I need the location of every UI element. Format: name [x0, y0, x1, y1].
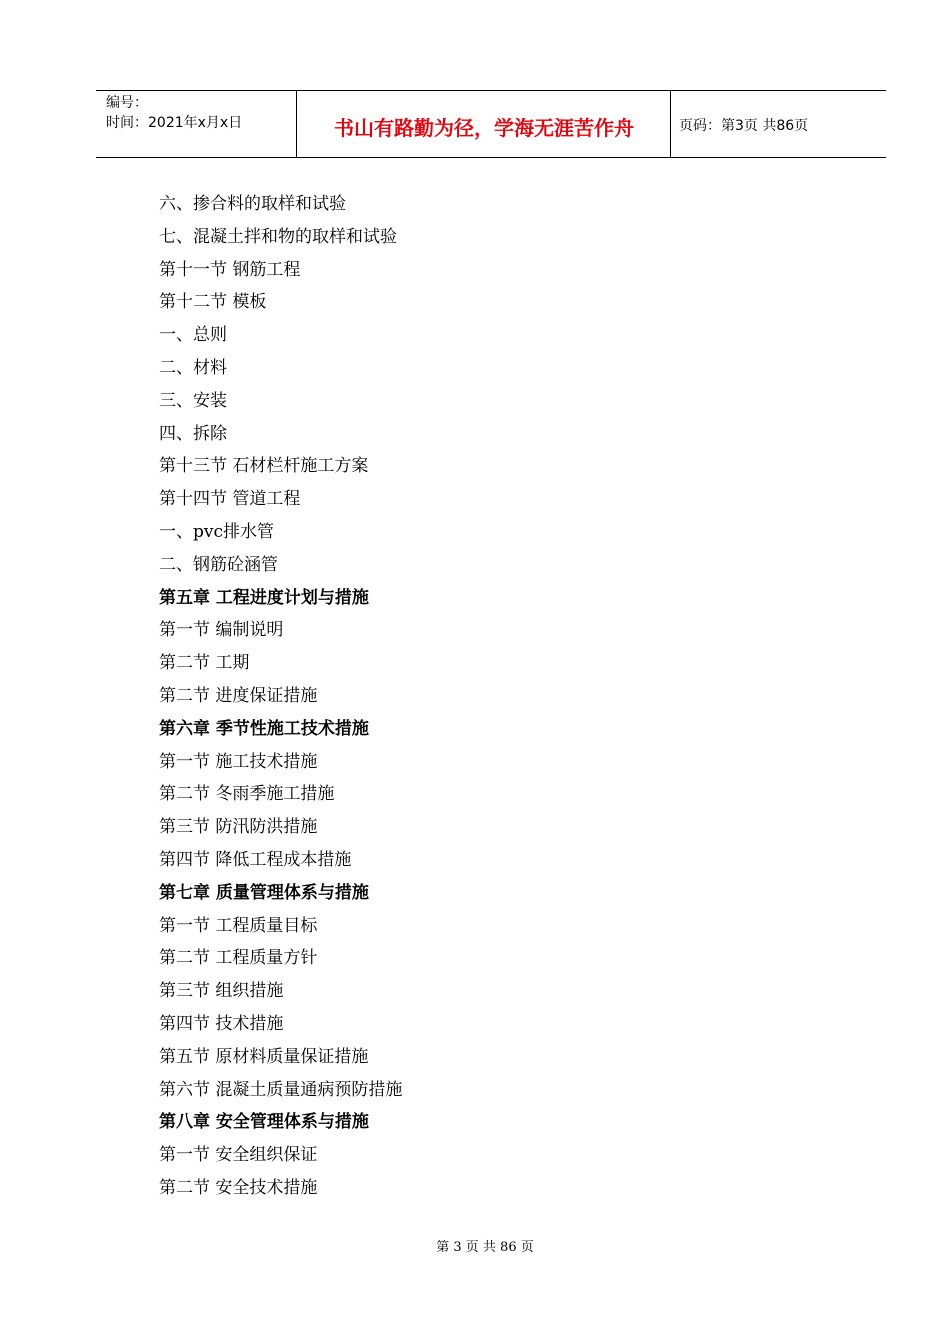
toc-entry: 第二节 工期 [159, 653, 250, 674]
toc-entry: 第二节 安全技术措施 [159, 1177, 318, 1198]
toc-entry: 第十三节 石材栏杆施工方案 [159, 456, 369, 477]
toc-entry: 第五节 原材料质量保证措施 [159, 1046, 369, 1067]
page-footer: 第 3 页 共 86 页 [436, 1240, 534, 1255]
toc-entry: 第一节 工程质量目标 [159, 915, 318, 936]
toc-entry: 三、安装 [159, 390, 227, 411]
toc-chapter-entry: 第五章 工程进度计划与措施 [159, 587, 369, 608]
toc-entry: 第二节 工程质量方针 [159, 948, 318, 969]
toc-entry: 第四节 技术措施 [159, 1013, 284, 1034]
toc-entry: 第十一节 钢筋工程 [159, 259, 301, 280]
toc-entry: 第二节 进度保证措施 [159, 685, 318, 706]
toc-entry: 第十四节 管道工程 [159, 489, 301, 510]
toc-entry: 二、钢筋砼涵管 [159, 554, 278, 575]
toc-entry: 第三节 防汛防洪措施 [159, 817, 318, 838]
page-header [96, 90, 886, 158]
header-number-label: 编号： [106, 95, 148, 111]
header-time-label: 时间：2021年x月x日 [106, 115, 243, 131]
header-motto: 书山有路勤为径，学海无涯苦作舟 [334, 116, 634, 140]
toc-chapter-entry: 第七章 质量管理体系与措施 [159, 882, 369, 903]
header-meta [106, 93, 242, 133]
toc-entry: 四、拆除 [159, 423, 227, 444]
table-of-contents [159, 188, 402, 1205]
toc-entry: 六、掺合料的取样和试验 [159, 194, 346, 214]
toc-entry: 一、总则 [159, 325, 227, 346]
toc-entry: 第二节 冬雨季施工措施 [159, 784, 335, 805]
toc-entry: 第一节 安全组织保证 [159, 1145, 318, 1166]
toc-entry: 七、混凝土拌和物的取样和试验 [159, 226, 397, 247]
toc-entry: 二、材料 [159, 357, 227, 378]
header-page-info: 页码：第3页 共86页 [679, 118, 809, 134]
toc-entry: 一、pvc排水管 [159, 521, 275, 542]
toc-entry: 第四节 降低工程成本措施 [159, 849, 352, 870]
toc-entry: 第三节 组织措施 [159, 981, 284, 1002]
toc-entry: 第一节 施工技术措施 [159, 751, 318, 772]
toc-chapter-entry: 第八章 安全管理体系与措施 [159, 1112, 369, 1133]
toc-chapter-entry: 第六章 季节性施工技术措施 [159, 718, 369, 739]
toc-entry: 第一节 编制说明 [159, 620, 284, 641]
toc-entry: 第十二节 模板 [159, 292, 267, 313]
toc-entry: 第六节 混凝土质量通病预防措施 [159, 1079, 403, 1100]
header-divider-right [670, 91, 671, 157]
